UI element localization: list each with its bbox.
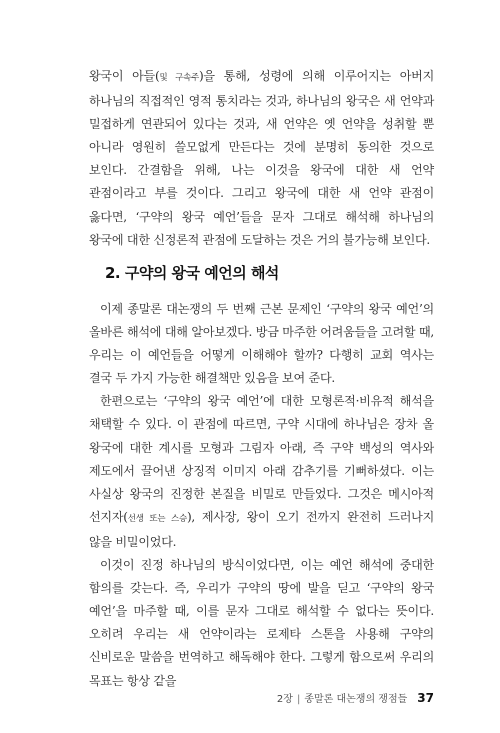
intro-text-part2: )을 통해, 성령에 의해 이루어지는 아버지 하나님의 직접적인 영적 통치라는 것과, 하나님의 왕국은 새 언약과 밀접하게 연관되어 있다는 것과, 새 언약은 옛 언약을 성취할 뿐 아니라 영원히 쓸모없게 만든다는 것에 분명히 동의한 것으로 보인다. 간결함을 위해, 나는 이것을 왕국에 대한 새 언약 관점이라고 부를 것이다. 그리고 왕국에 대한 새 언약 관점이 옳다면, ‘구약의 왕국 예언’들을 문자 그대로 해석해 하나님의 왕국에 대한 신정론적 관점에 도달하는 것은 거의 불가능해 보인다. (89, 69, 434, 247)
footer-chapter-title: 종말론 대논쟁의 쟁점들 (304, 694, 408, 705)
typological-text-part2: ), 제사장, 왕이 오기 전까지 완전히 드러나지 않을 비밀이었다. (89, 509, 435, 549)
footer-separator: | (296, 694, 301, 705)
section-body (89, 298, 434, 693)
footer-chapter: 2장 (276, 694, 293, 705)
intro-small-note: 및 구속주 (159, 73, 199, 83)
page-footer (277, 690, 434, 705)
section-heading: 2. 구약의 왕국 예언의 해석 (105, 264, 279, 282)
page-number: 37 (417, 691, 434, 705)
typological-text-part1: 한편으로는 ‘구약의 왕국 예언’에 대한 모형론적·비유적 해석을 채택할 수 있다. 이 관점에 따르면, 구약 시대에 하나님은 장차 올 왕국에 대한 계시를 모형과 그림자 아래, 즉 구약 백성의 역사와 제도에서 끌어낸 상징적 이미지 아래 감추기를 기뻐하셨다. 이는 사실상 왕국의 진정한 본질을 비밀로 만들었다. 그것은 메시아적 선지자( (89, 394, 434, 524)
intro-paragraph (89, 65, 434, 252)
typological-small-note: 선생 또는 스승 (127, 513, 187, 524)
intro-paragraph-block (89, 65, 434, 252)
paragraph-3: 이것이 진정 하나님의 방식이었다면, 이는 예언 해석에 중대한 함의를 갖는다. 즉, 우리가 구약의 땅에 발을 딛고 ‘구약의 왕국 예언’을 마주할 때, 이를 문자 그대로 해석할 수 없다는 뜻이다. 오히려 우리는 새 언약이라는 로제타 스톤을 사용해 구약의 신비로운 말씀을 번역하고 해독해야 한다. 그렇게 함으로써 우리의 목표는 항상 같을 (89, 558, 434, 688)
intro-text-part1: 왕국이 아들( (89, 69, 160, 83)
paragraph-1: 이제 종말론 대논쟁의 두 번째 근본 문제인 ‘구약의 왕국 예언’의 올바른 해석에 대해 알아보겠다. 방금 마주한 어려움들을 고려할 때, 우리는 이 예언들을 어떻게 이해해야 할까? 다행히 교회 역사는 결국 두 가지 가능한 해결책만 있음을 보여 준다. (89, 302, 434, 386)
paragraph-2 (89, 390, 434, 554)
